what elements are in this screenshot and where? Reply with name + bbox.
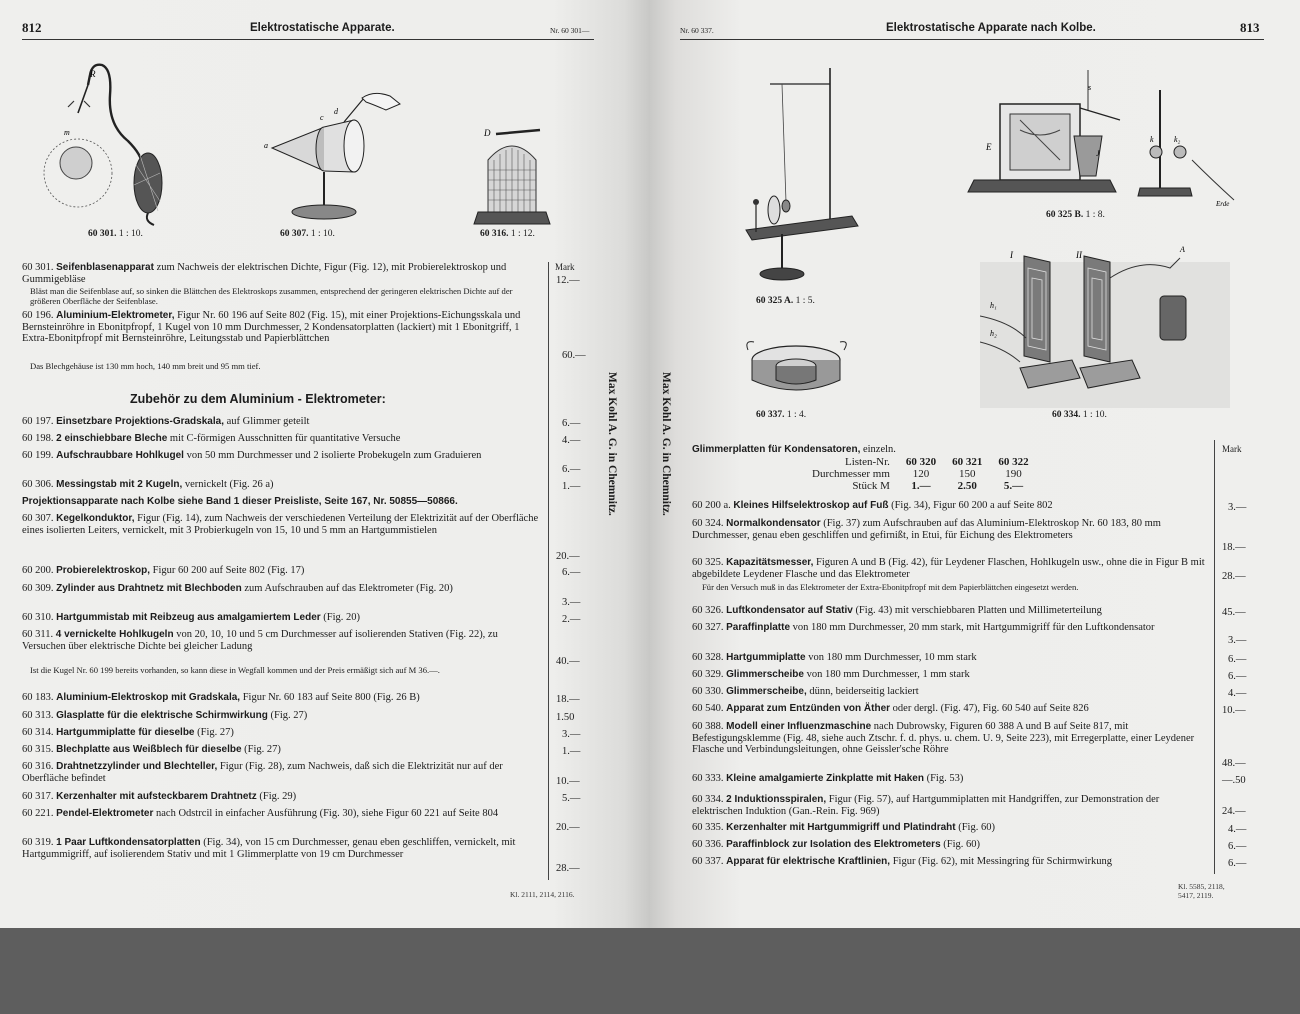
catalog-entry: 60 327. Paraffinplatte von 180 mm Durchmesser, 20 mm stark, mit Hartgummigriff für den Luftkondensator — [692, 622, 1155, 633]
entry-price: 6.— — [1228, 841, 1247, 852]
figure-caption: 60 325 B. 1 : 8. — [1046, 210, 1105, 220]
catalog-entry: 60 313. Glasplatte für die elektrische Schirmwirkung (Fig. 27) — [22, 710, 308, 721]
entry-price: 48.— — [1222, 758, 1246, 769]
catalog-entry: 60 330. Glimmerscheibe, dünn, beiderseitig lackiert — [692, 686, 919, 697]
running-nr: Nr. 60 301— — [550, 26, 590, 35]
entry-price: 1.— — [562, 746, 581, 757]
svg-text:s: s — [1088, 83, 1092, 92]
catalog-entry: 60 310. Hartgummistab mit Reibzeug aus amalgamiertem Leder (Fig. 20) — [22, 612, 361, 623]
figure-caption: 60 301. 1 : 10. — [88, 229, 143, 239]
figure-caption: 60 307. 1 : 10. — [280, 229, 335, 239]
entry-price: 5.— — [562, 793, 581, 804]
catalog-entry: 60 329. Glimmerscheibe von 180 mm Durchmesser, 1 mm stark — [692, 669, 970, 680]
table-row: Durchmesser mm 120 150 190 — [812, 468, 1022, 480]
entry-price: 4.— — [1228, 688, 1247, 699]
right-page — [650, 0, 1300, 928]
catalog-entry: 60 306. Messingstab mit 2 Kugeln, vernickelt (Fig. 26 a) — [22, 479, 274, 490]
page-footer: 5417, 2119. — [1178, 891, 1214, 900]
figure-cone-conductor — [262, 90, 412, 230]
table-row: Stück M 1.— 2.50 5.— — [852, 480, 1024, 492]
figure-caption: 60 334. 1 : 10. — [1052, 410, 1107, 420]
svg-text:k₂: k₂ — [1174, 135, 1181, 144]
svg-text:D: D — [484, 128, 491, 138]
entry-price: 20.— — [556, 551, 580, 562]
entry-price: 2.— — [562, 614, 581, 625]
entry-price: 3.— — [562, 729, 581, 740]
figure-capacity-meter-b — [960, 60, 1240, 210]
catalog-entry: 60 336. Paraffinblock zur Isolation des Elektrometers (Fig. 60) — [692, 839, 981, 850]
entry-note: Ist die Kugel Nr. 60 199 bereits vorhanden, so kann diese in Wegfall kommen und der Preis ermäßigt sich auf M 36.—. — [30, 665, 440, 675]
entry-price: 10.— — [1222, 705, 1246, 716]
svg-text:R: R — [90, 69, 96, 79]
entry-price: 6.— — [1228, 858, 1247, 869]
price-column-rule — [548, 262, 549, 880]
catalog-entry: 60 314. Hartgummiplatte für dieselbe (Fig. 27) — [22, 727, 234, 738]
svg-text:II: II — [1076, 250, 1082, 260]
table-row: Listen-Nr. 60 320 60 321 60 322 — [844, 456, 1029, 468]
catalog-entry: 60 221. Pendel-Elektrometer nach Odstrcil in einfacher Ausführung (Fig. 30), siehe Figur 60 221 auf Seite 804 — [22, 808, 499, 819]
catalog-entry: 60 183. Aluminium-Elektroskop mit Gradskala, Figur Nr. 60 183 auf Seite 800 (Fig. 26 B) — [22, 692, 420, 703]
page-number: 813 — [1240, 20, 1260, 35]
entry-price: 3.— — [562, 597, 581, 608]
catalog-entry: 60 319. 1 Paar Luftkondensatorplatten (Fig. 34), von 15 cm Durchmesser, genau eben geschliffen, vernickelt, mit Hartgummigriff, auf isolierendem Stativ und mit 1 Glimmerplatte von 19 cm Durchmesser — [22, 837, 516, 860]
entry-price: 60.— — [562, 350, 586, 361]
entry-note: Für den Versuch muß in das Elektrometer der Extra-Ebonitpfropf mit dem Papierblättchen eingesetzt werden. — [702, 582, 1079, 592]
header-rule — [680, 39, 1264, 40]
svg-text:c: c — [320, 113, 324, 122]
entry-price: 1.50 — [556, 712, 575, 723]
entry-price: 45.— — [1222, 607, 1246, 618]
figure-caption: 60 325 A. 1 : 5. — [756, 296, 815, 306]
side-imprint: Max Kohl A. G. in Chemnitz. — [606, 372, 618, 516]
svg-text:E: E — [986, 142, 992, 152]
svg-text:h₁: h₁ — [990, 301, 997, 310]
svg-text:Erde: Erde — [1216, 200, 1230, 208]
catalog-entry: 60 200 a. Kleines Hilfselektroskop auf Fuß (Fig. 34), Figur 60 200 a auf Seite 802 — [692, 500, 1053, 511]
figure-caption: 60 316. 1 : 12. — [480, 229, 535, 239]
entry-price: 10.— — [556, 776, 580, 787]
entry-price: 28.— — [556, 863, 580, 874]
svg-text:k: k — [1150, 135, 1154, 144]
entry-price: 6.— — [562, 464, 581, 475]
entry-price: 12.— — [556, 275, 580, 286]
catalog-entry: 60 200. Probierelektroskop, Figur 60 200 auf Seite 802 (Fig. 17) — [22, 565, 305, 576]
figure-wire-mesh-cylinder — [470, 120, 560, 230]
entry-price: 40.— — [556, 656, 580, 667]
cross-reference: Projektionsapparate nach Kolbe siehe Band 1 dieser Preisliste, Seite 167, Nr. 50855—50866. — [22, 496, 458, 507]
catalog-entry: 60 325. Kapazitätsmesser, Figuren A und B (Fig. 42), für Leydener Flaschen, Hohlkugeln usw., ohne die in Figur B mit abgebildete Leydener Flasche und das Elektrometer — [692, 557, 1205, 580]
entry-note: Bläst man die Seifenblase auf, so sinken die Blättchen des Elektroskops zusammen, entsprechend der geringeren elektrischen Dichte auf der größeren Oberfläche der Seifenblase. — [30, 286, 513, 306]
entry-price: 6.— — [1228, 654, 1247, 665]
catalog-entry: 60 333. Kleine amalgamierte Zinkplatte mit Haken (Fig. 53) — [692, 773, 964, 784]
page-number: 812 — [22, 20, 42, 35]
catalog-entry: 60 311. 4 vernickelte Hohlkugeln von 20, 10, 10 und 5 cm Durchmesser auf isolierenden Stativen (Fig. 22), zu Versuchen über elektrische Dichte bei gleicher Ladung — [22, 629, 498, 652]
catalog-entry: 60 301. Seifenblasenapparat zum Nachweis der elektrischen Dichte, Figur (Fig. 12), mit Probierelektroskop und Gummigebläse — [22, 262, 507, 285]
entry-note: Das Blechgehäuse ist 130 mm hoch, 140 mm breit und 95 mm tief. — [30, 361, 261, 371]
svg-text:h₂: h₂ — [990, 329, 997, 338]
catalog-entry: Glimmerplatten für Kondensatoren, einzeln. — [692, 444, 896, 455]
entry-price: —.50 — [1222, 775, 1246, 786]
entry-price: 4.— — [562, 435, 581, 446]
catalog-entry: 60 540. Apparat zum Entzünden von Äther oder dergl. (Fig. 47), Fig. 60 540 auf Seite 826 — [692, 703, 1089, 714]
entry-price: 18.— — [1222, 542, 1246, 553]
catalog-entry: 60 316. Drahtnetzzylinder und Blechteller, Figur (Fig. 28), zum Nachweis, daß sich die Elektrizität nur auf der Oberfläche befindet — [22, 761, 503, 784]
svg-text:I: I — [1010, 250, 1013, 260]
catalog-entry: 60 337. Apparat für elektrische Kraftlinien, Figur (Fig. 62), mit Messingring für Schirmwirkung — [692, 856, 1113, 867]
figure-field-lines-apparatus — [742, 330, 852, 406]
figure-capacity-meter-a — [742, 62, 862, 294]
catalog-entry: 60 326. Luftkondensator auf Stativ (Fig. 43) mit verschiebbaren Platten und Millimeterteilung — [692, 605, 1102, 616]
catalog-entry: 60 199. Aufschraubbare Hohlkugel von 50 mm Durchmesser und 2 isolierte Probekugeln zum Graduieren — [22, 450, 482, 461]
price-header: Mark — [555, 262, 575, 272]
entry-price: 20.— — [556, 822, 580, 833]
entry-price: 6.— — [562, 418, 581, 429]
catalog-entry: 60 335. Kerzenhalter mit Hartgummigriff und Platindraht (Fig. 60) — [692, 822, 995, 833]
catalog-entry: 60 309. Zylinder aus Drahtnetz mit Blechboden zum Aufschrauben auf das Elektrometer (Fig. 20) — [22, 583, 453, 594]
running-head: Elektrostatische Apparate nach Kolbe. — [886, 22, 1096, 34]
catalog-entry: 60 315. Blechplatte aus Weißblech für dieselbe (Fig. 27) — [22, 744, 281, 755]
svg-text:m: m — [64, 128, 70, 137]
catalog-entry: 60 334. 2 Induktionsspiralen, Figur (Fig. 57), auf Hartgummiplatten mit Handgriffen, zur Demonstration der elektrischen Induktion (Gan.-Rein. Fig. 969) — [692, 794, 1160, 817]
catalog-entry: 60 307. Kegelkonduktor, Figur (Fig. 14), zum Nachweis der verschiedenen Verteilung der Elektrizität auf der Oberfläche eines isolierten Leiters, vernickelt, mit 3 Probierkugeln von 15, 10 und 5 mm an Hartgummistielen — [22, 513, 539, 536]
entry-price: 1.— — [562, 481, 581, 492]
entry-price: 6.— — [1228, 671, 1247, 682]
glimmer-table — [804, 456, 1037, 492]
background-surface — [0, 928, 1300, 1014]
entry-price: 3.— — [1228, 502, 1247, 513]
price-column-rule — [1214, 440, 1215, 874]
entry-price: 18.— — [556, 694, 580, 705]
entry-price: 3.— — [1228, 635, 1247, 646]
figure-induction-spirals — [980, 238, 1230, 408]
section-heading: Zubehör zu dem Aluminium - Elektrometer: — [130, 392, 386, 406]
svg-text:d: d — [334, 107, 338, 116]
catalog-entry: 60 324. Normalkondensator (Fig. 37) zum Aufschrauben auf das Aluminium-Elektroskop Nr. 60 183, 80 mm Durchmesser, genau eben geschliffen und gefirnißt, in Etui, für Eichung des Elektrometers — [692, 518, 1161, 541]
running-head: Elektrostatische Apparate. — [250, 22, 395, 34]
svg-text:a: a — [264, 141, 268, 150]
catalog-entry: 60 388. Modell einer Influenzmaschine nach Dubrowsky, Figuren 60 388 A und B auf Seite 817, mit Befestigungsklemme (Fig. 48, siehe auch Ztschr. f. d. phys. u. chem. U. 9, Seite 223), mit Erregerplatte, einer Leydener Flasche und Verbindungsleitungen, ohne Geissler'sche Röhre — [692, 721, 1195, 756]
page-footer: Kl. 5585, 2118, — [1178, 882, 1225, 891]
entry-price: 28.— — [1222, 571, 1246, 582]
catalog-entry: 60 196. Aluminium-Elektrometer, Figur Nr. 60 196 auf Seite 802 (Fig. 15), mit einer Projektions-Eichungsskala und Bernsteinröhre in Ebonitpfropf, 1 Kugel von 10 mm Durchmesser, 2 Kondensatorplatten (lackiert) mit 1 Ebonitgriff, 1 Extra-Ebonitpfropf mit Bernsteinröhre, Leitungsstab und Papierblättchen — [22, 310, 521, 345]
figure-caption: 60 337. 1 : 4. — [756, 410, 807, 420]
svg-text:A: A — [1180, 245, 1185, 254]
left-page — [0, 0, 650, 928]
catalog-entry: 60 317. Kerzenhalter mit aufsteckbarem Drahtnetz (Fig. 29) — [22, 791, 297, 802]
entry-price: 4.— — [1228, 824, 1247, 835]
header-rule — [22, 39, 594, 40]
entry-price: 24.— — [1222, 806, 1246, 817]
catalog-entry: 60 197. Einsetzbare Projektions-Gradskala, auf Glimmer geteilt — [22, 416, 310, 427]
price-header: Mark — [1222, 444, 1242, 454]
svg-text:J: J — [1096, 149, 1100, 158]
page-footer: Kl. 2111, 2114, 2116. — [510, 890, 575, 899]
catalog-entry: 60 198. 2 einschiebbare Bleche mit C-förmigen Ausschnitten für quantitative Versuche — [22, 433, 401, 444]
figure-soap-bubble-apparatus — [30, 55, 190, 230]
side-imprint: Max Kohl A. G. in Chemnitz. — [660, 372, 672, 516]
catalog-entry: 60 328. Hartgummiplatte von 180 mm Durchmesser, 10 mm stark — [692, 652, 977, 663]
running-nr: Nr. 60 337. — [680, 26, 714, 35]
entry-price: 6.— — [562, 567, 581, 578]
